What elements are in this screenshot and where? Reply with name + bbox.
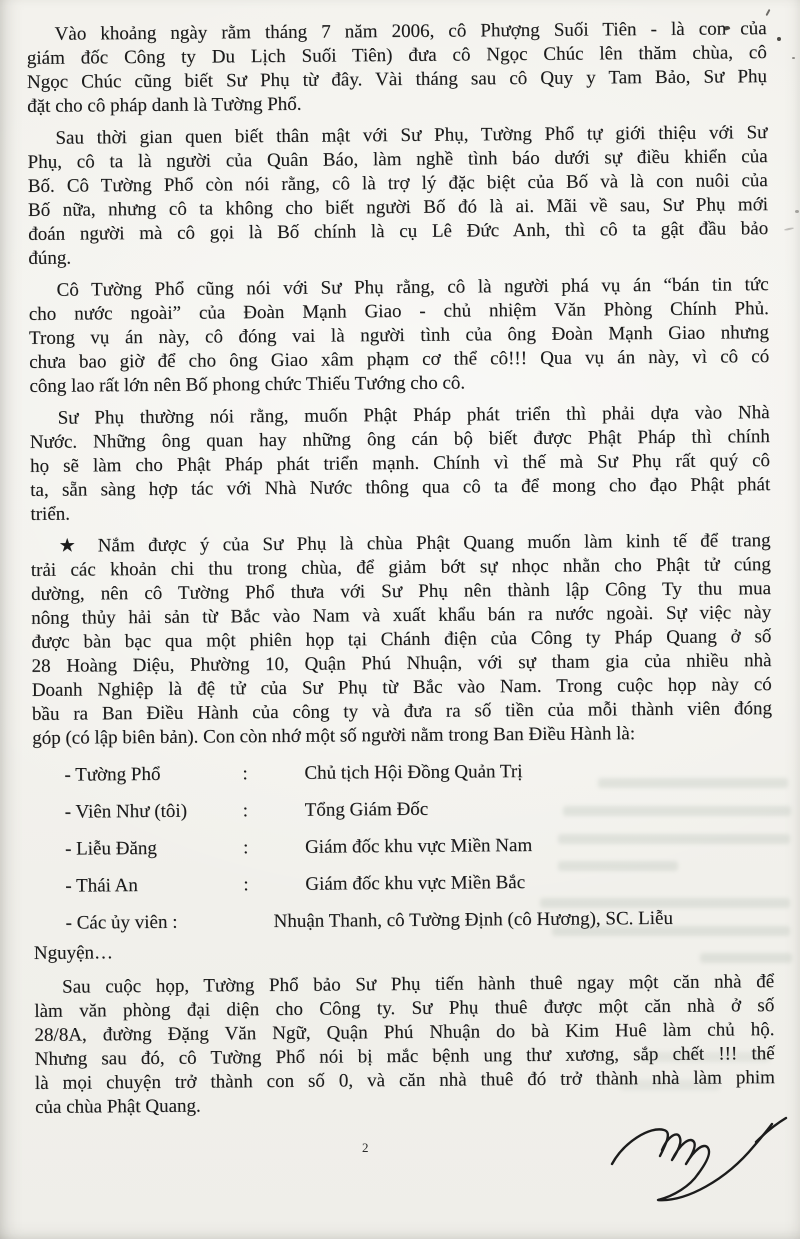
members-label: - Các ủy viên : bbox=[65, 911, 178, 934]
board-colon: : bbox=[242, 763, 248, 785]
text-line: Doanh Nghiệp là đệ tử của Sư Phụ từ Bắc vào Nam. Trong cuộc họp này có bbox=[31, 674, 772, 701]
text-line: giám đốc Công ty Du Lịch Suối Tiên) đưa cô Ngọc Chúc lên thăm chùa, cô bbox=[26, 42, 767, 69]
text-line: Sau thời gian quen biết thân mật với Sư Phụ, Tường Phổ tự giới thiệu với Sư bbox=[55, 122, 768, 149]
paragraph bbox=[27, 121, 768, 271]
ink-speck bbox=[777, 37, 781, 41]
text-line: trải các khoản chi thu trong chùa, để giảm bớt sự nhọc nhằn cho Phật tử cúng bbox=[30, 554, 771, 581]
page-number: 2 bbox=[362, 1140, 369, 1155]
text-line: Trong vụ án này, cô đóng vai là người tình của ông Đoàn Mạnh Giao nhưng bbox=[28, 322, 770, 349]
text-line: được bàn bạc qua một phiên họp tại Chánh điện của Công ty Pháp Quang ở số bbox=[31, 626, 772, 653]
board-name: - Viên Như (tôi) bbox=[64, 800, 188, 823]
text-line: chưa bao giờ để cho ông Giao xâm phạm cơ thể cô!!! Qua vụ án này, vì cô có bbox=[29, 346, 770, 373]
members-value: Nhuận Thanh, cô Tường Định (cô Hương), SC. Liễu bbox=[273, 907, 674, 933]
ink-speck bbox=[795, 210, 799, 213]
board-role: Tổng Giám Đốc bbox=[304, 798, 429, 821]
text-line: Nước. Những ông quan hay những ông cán bộ biết được Phật Pháp thì chính bbox=[29, 426, 770, 453]
text-line: đặt cho cô pháp danh là Tường Phổ. bbox=[27, 93, 302, 117]
board-colon: : bbox=[243, 874, 249, 896]
board-row bbox=[33, 869, 773, 899]
text-line: Phụ, cô ta là người của Quân Báo, làm nghề tình báo dưới sự điều khiển của bbox=[27, 146, 768, 173]
paragraph bbox=[31, 529, 773, 751]
ink-speck bbox=[765, 9, 770, 16]
document-body bbox=[27, 17, 776, 1128]
paragraph bbox=[27, 17, 768, 119]
text-line: ta, sẵn sàng hợp tác với Nhà Nước thông qua cô ta để mong cho đạo Phật phát bbox=[30, 474, 771, 501]
board-colon: : bbox=[242, 837, 249, 859]
board-row bbox=[33, 832, 773, 862]
signature-stroke bbox=[606, 1098, 800, 1233]
paragraph bbox=[29, 273, 770, 399]
text-line: Vào khoảng ngày rằm tháng 7 năm 2006, cô Phượng Suối Tiên - là con của bbox=[54, 18, 767, 45]
board-role: Giám đốc khu vực Miền Nam bbox=[304, 834, 533, 858]
board-name: - Liễu Đăng bbox=[64, 837, 157, 860]
text-line: công lao rất lớn nên Bố phong chức Thiếu Tướng cho cô. bbox=[29, 372, 466, 397]
text-line: dường, nên cô Tường Phổ thưa với Sư Phụ nên thành lập Công Ty thu mua bbox=[30, 578, 772, 605]
board-name: - Tường Phổ bbox=[64, 763, 161, 786]
text-line: nông thủy hải sản từ Bắc vào Nam và xuất khẩu bán ra nước ngoài. Sự việc này bbox=[31, 602, 772, 629]
board-rows bbox=[32, 758, 773, 899]
text-line: Bố. Cô Tường Phổ còn nói rằng, cô là trợ lý đặc biệt của Bố và là con nuôi của bbox=[27, 170, 768, 197]
board-role: Chủ tịch Hội Đồng Quản Trị bbox=[304, 761, 523, 784]
text-line: Sau cuộc họp, Tường Phổ bảo Sư Phụ tiến hành thuê ngay một căn nhà để bbox=[62, 971, 775, 998]
text-line: triển. bbox=[30, 503, 71, 525]
board-row bbox=[33, 795, 773, 825]
text-line: 28 Hoàng Diệu, Phường 10, Quận Phú Nhuận, với sự tham gia của nhiều nhà bbox=[31, 650, 772, 677]
text-line: của chùa Phật Quang. bbox=[34, 1095, 201, 1118]
paragraphs-top bbox=[27, 17, 773, 751]
ink-speck bbox=[784, 227, 794, 231]
text-line: làm văn phòng đại diện cho Công ty. Sư Phụ thuê được một căn nhà ở số bbox=[34, 995, 775, 1022]
board-colon: : bbox=[242, 800, 249, 822]
text-line: họ sẽ làm cho Phật Pháp phát triển mạnh. Chính vì thế mà Sư Phụ rất quý cô bbox=[29, 450, 771, 477]
text-line: Sư Phụ thường nói rằng, muốn Phật Pháp phát triển thì phải dựa vào Nhà bbox=[57, 402, 770, 429]
text-line: góp (có lập biên bản). Con còn nhớ một số người nằm trong Ban Điều Hành là: bbox=[32, 723, 636, 749]
board-list bbox=[32, 758, 774, 966]
text-line: đoán người mà cô gọi là Bố chính là cụ Lê Đức Anh, thì cô ta gật đầu bảo bbox=[28, 218, 769, 245]
text-line: đúng. bbox=[28, 247, 72, 269]
handwritten-signature bbox=[606, 1098, 800, 1233]
text-line: 28/8A, đường Đặng Văn Ngữ, Quận Phú Nhuận do bà Kim Huê làm chủ hộ. bbox=[34, 1019, 775, 1046]
board-role: Giám đốc khu vực Miền Bắc bbox=[305, 872, 526, 895]
text-line: bầu ra Ban Điều Hành của công ty và đưa ra số tiền của mỗi thành viên đóng bbox=[31, 698, 773, 725]
members-row-overflow: Nguyện… bbox=[33, 942, 114, 964]
text-line: Cô Tường Phổ cũng nói với Sư Phụ rằng, cô là người phá vụ án “bán tin tức bbox=[56, 274, 769, 301]
text-line: Ngọc Chúc cũng biết Sư Phụ từ đây. Vài tháng sau cô Quy y Tam Bảo, Sư Phụ bbox=[26, 66, 768, 93]
text-line: Nhưng sau đó, cô Tường Phổ nói bị mắc bệnh ung thư xương, sắp chết !!! thế bbox=[34, 1043, 775, 1070]
members-row bbox=[34, 906, 774, 936]
paragraph bbox=[30, 401, 771, 527]
text-line: Bố nữa, nhưng cô ta không cho biết người Bố đó là ai. Mãi về sau, Sư Phụ mới bbox=[27, 194, 769, 221]
board-row bbox=[32, 758, 772, 788]
text-line: ★ Nắm được ý của Sư Phụ là chùa Phật Quang muốn làm kinh tế để trang bbox=[58, 530, 771, 557]
ink-speck bbox=[792, 57, 795, 59]
text-line: cho nước ngoài” của Đoàn Mạnh Giao - chủ nhiệm Văn Phòng Chính Phủ. bbox=[28, 298, 769, 325]
board-name: - Thái An bbox=[65, 875, 138, 897]
text-line: là mọi chuyện trở thành con số 0, và căn nhà thuê đó trở thành nhà làm phim bbox=[34, 1067, 775, 1094]
